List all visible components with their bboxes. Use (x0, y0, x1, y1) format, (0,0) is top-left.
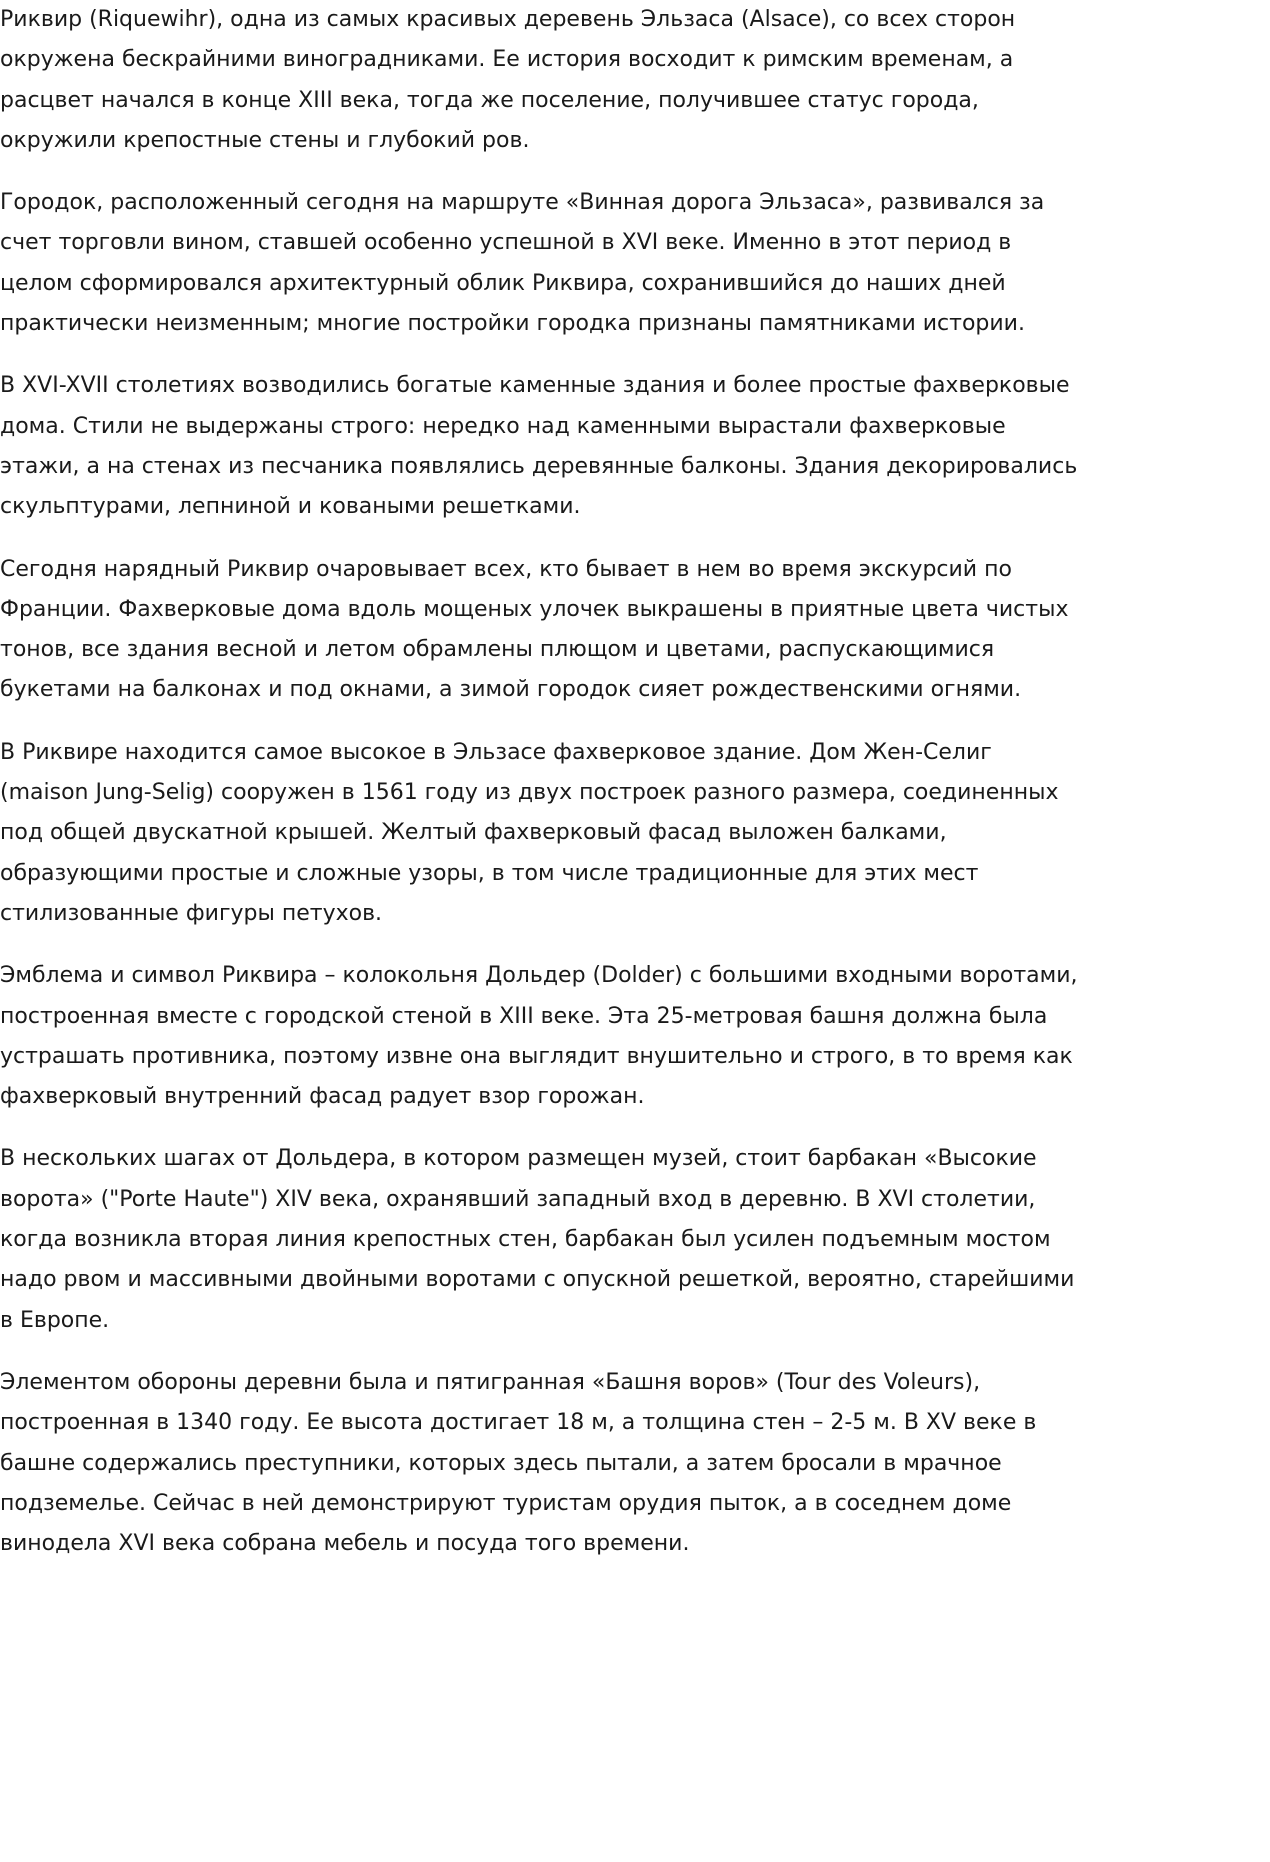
paragraph-wine-route: Городок, расположенный сегодня на маршруте «Винная дорога Эльзаса», развивался за счет торговли вином, ставшей особенно успешной в XVI веке. Именно в этот период в целом сформировался архитектурный облик Риквира, сохранившийся до наших дней практически неизменным; многие постройки городка признаны памятниками истории. (0, 190, 1045, 337)
paragraph-dolder: Эмблема и символ Риквира – колокольня Дольдер (Dolder) с большими входными воротами, построенная вместе с городской стеной в XIII веке. Эта 25-метровая башня должна была устрашать противника, поэтому извне она выглядит внушительно и строго, в то время как фахверковый внутренний фасад радует взор горожан. (0, 963, 1078, 1110)
paragraph-porte-haute: В нескольких шагах от Дольдера, в котором размещен музей, стоит барбакан «Высокие ворота» ("Porte Haute") XIV века, охранявший западный вход в деревню. В XVI столетии, когда возникла вторая линия крепостных стен, барбакан был усилен подъемным мостом надо рвом и массивными двойными воротами с опускной решеткой, вероятно, старейшими в Европе. (0, 1146, 1075, 1333)
paragraph-architecture: В XVI-XVII столетиях возводились богатые каменные здания и более простые фахверковые дома. Стили не выдержаны строго: нередко над каменными вырастали фахверковые этажи, а на стенах из песчаника появлялись деревянные балконы. Здания декорировались скульптурами, лепниной и коваными решетками. (0, 373, 1078, 520)
paragraph-tour-des-voleurs: Элементом обороны деревни была и пятигранная «Башня воров» (Tour des Voleurs), построенная в 1340 году. Ее высота достигает 18 м, а толщина стен – 2-5 м. В XV веке в башне содержались преступники, которых здесь пытали, а затем бросали в мрачное подземелье. Сейчас в ней демонстрируют туристам орудия пыток, а в соседнем доме винодела XVI века собрана мебель и посуда того времени. (0, 1369, 1037, 1557)
paragraph-today: Сегодня нарядный Риквир очаровывает всех, кто бывает в нем во время экскурсий по Франции. Фахверковые дома вдоль мощеных улочек выкрашены в приятные цвета чистых тонов, все здания весной и летом обрамлены плющом и цветами, распускающимися букетами на балконах и под окнами, а зимой городок сияет рождественскими огнями. (0, 556, 1069, 703)
paragraph-jung-selig: В Риквире находится самое высокое в Эльзасе фахверковое здание. Дом Жен-Селиг (maison Jung-Selig) сооружен в 1561 году из двух построек разного размера, соединенных под общей двускатной крышей. Желтый фахверковый фасад выложен балками, образующими простые и сложные узоры, в том числе традиционные для этих мест стилизованные фигуры петухов. (0, 739, 1059, 926)
paragraph-intro: Риквир (Riquewihr), одна из самых красивых деревень Эльзаса (Alsace), со всех сторон окружена бескрайними виноградниками. Ее история восходит к римским временам, а расцвет начался в конце XIII века, тогда же поселение, получившее статус города, окружили крепостные стены и глубокий ров. (0, 7, 1016, 153)
